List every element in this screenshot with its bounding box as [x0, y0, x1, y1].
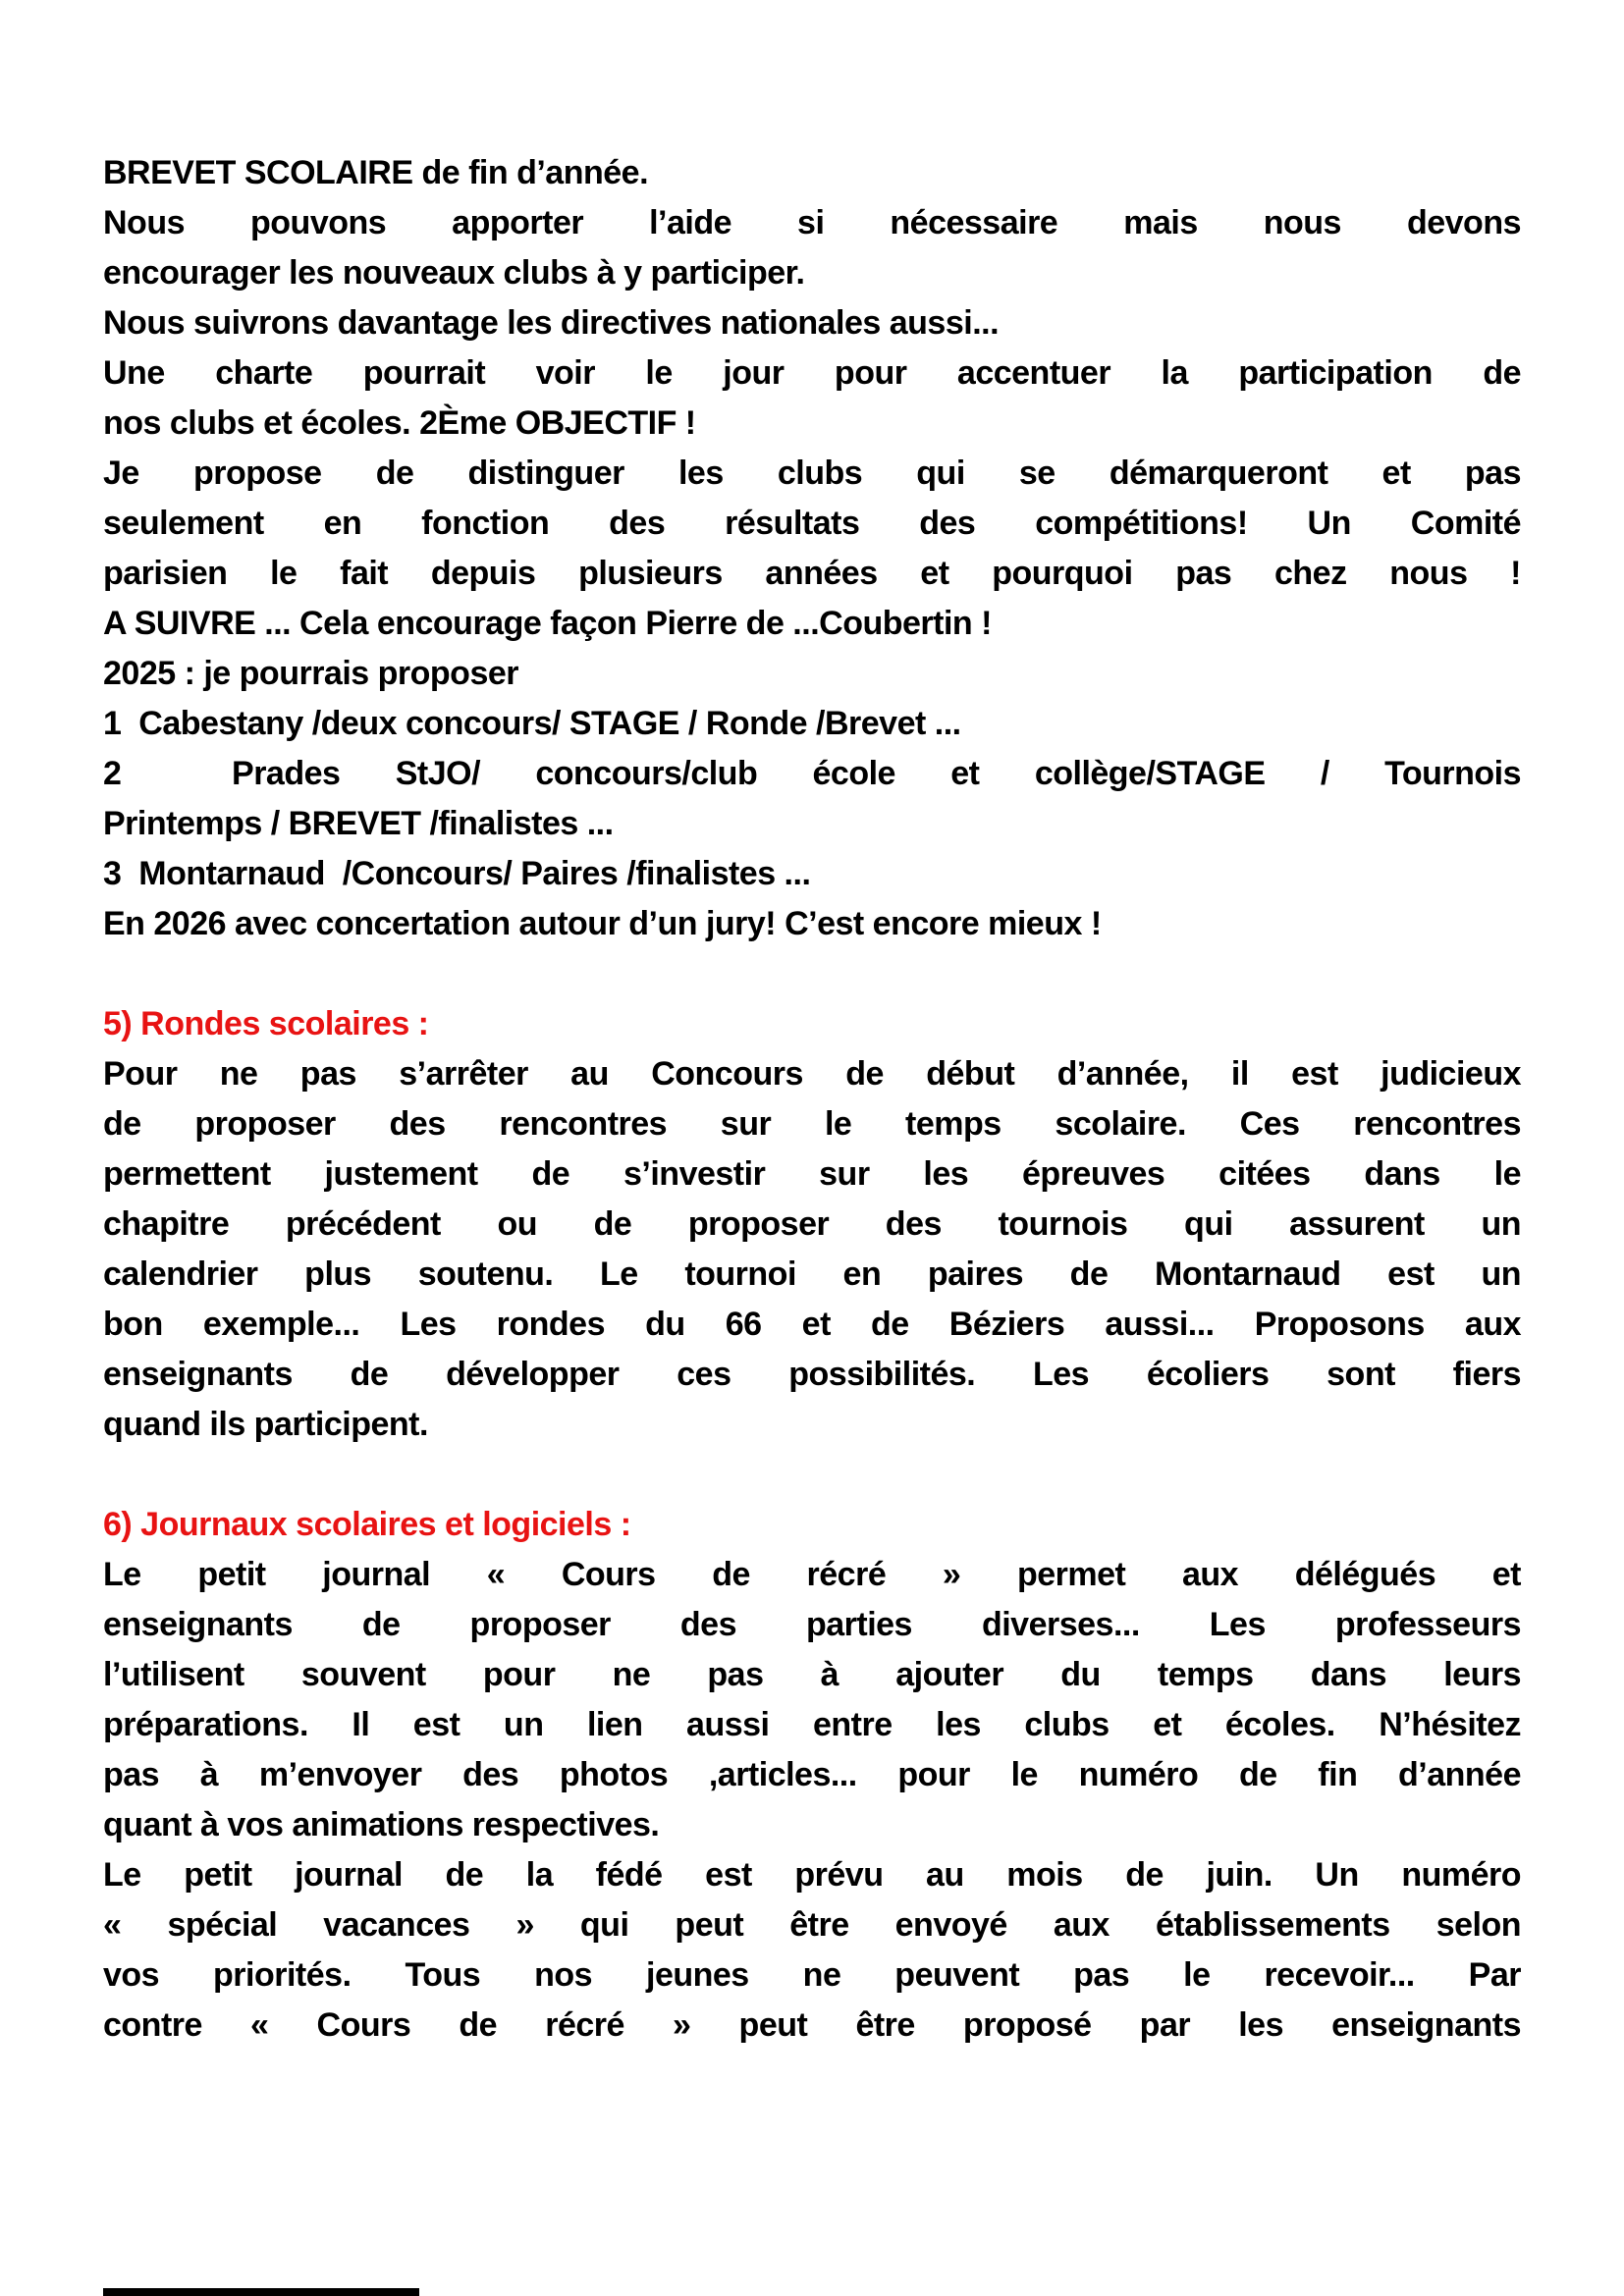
- paragraph-line: 2 Prades StJO/ concours/club école et collège/STAGE / Tournois: [103, 755, 1521, 792]
- paragraph-line: enseignants de développer ces possibilités. Les écoliers sont fiers: [103, 1356, 1521, 1393]
- paragraph-line: Pour ne pas s’arrêter au Concours de début d’année, il est judicieux: [103, 1055, 1521, 1093]
- paragraph-spacer: [103, 1450, 1521, 1500]
- paragraph-line: permettent justement de s’investir sur les épreuves citées dans le: [103, 1155, 1521, 1193]
- section-heading: 6) Journaux scolaires et logiciels :: [103, 1506, 631, 1543]
- paragraph-line: préparations. Il est un lien aussi entre les clubs et écoles. N’hésitez: [103, 1706, 1521, 1743]
- paragraph-line: BREVET SCOLAIRE de fin d’année.: [103, 154, 649, 191]
- paragraph-line: chapitre précédent ou de proposer des tournois qui assurent un: [103, 1205, 1521, 1243]
- paragraph-line: quant à vos animations respectives.: [103, 1806, 660, 1843]
- clipped-text-line: [103, 2288, 419, 2296]
- document-body: [103, 148, 1521, 2051]
- paragraph-line: de proposer des rencontres sur le temps scolaire. Ces rencontres: [103, 1105, 1521, 1143]
- paragraph-line: calendrier plus soutenu. Le tournoi en paires de Montarnaud est un: [103, 1255, 1521, 1293]
- paragraph-line: Le petit journal « Cours de récré » permet aux délégués et: [103, 1556, 1521, 1593]
- paragraph-line: parisien le fait depuis plusieurs années et pourquoi pas chez nous !: [103, 555, 1521, 592]
- paragraph-line: 3 Montarnaud /Concours/ Paires /finalistes ...: [103, 855, 811, 892]
- paragraph-line: En 2026 avec concertation autour d’un jury! C’est encore mieux !: [103, 905, 1102, 942]
- paragraph-line: Printemps / BREVET /finalistes ...: [103, 805, 614, 842]
- paragraph-line: Une charte pourrait voir le jour pour accentuer la participation de: [103, 354, 1521, 392]
- paragraph-line: Je propose de distinguer les clubs qui se démarqueront et pas: [103, 454, 1521, 492]
- section-heading: 5) Rondes scolaires :: [103, 1005, 429, 1042]
- paragraph-line: enseignants de proposer des parties diverses... Les professeurs: [103, 1606, 1521, 1643]
- paragraph-line: contre « Cours de récré » peut être proposé par les enseignants: [103, 2006, 1521, 2044]
- paragraph-line: Le petit journal de la fédé est prévu au mois de juin. Un numéro: [103, 1856, 1521, 1894]
- paragraph-line: A SUIVRE ... Cela encourage façon Pierre de ...Coubertin !: [103, 605, 992, 642]
- paragraph-line: pas à m’envoyer des photos ,articles... pour le numéro de fin d’année: [103, 1756, 1521, 1793]
- paragraph-line: « spécial vacances » qui peut être envoyé aux établissements selon: [103, 1906, 1521, 1944]
- paragraph-spacer: [103, 949, 1521, 999]
- paragraph-line: 1 Cabestany /deux concours/ STAGE / Ronde /Brevet ...: [103, 705, 961, 742]
- paragraph-line: Nous pouvons apporter l’aide si nécessaire mais nous devons: [103, 204, 1521, 241]
- paragraph-line: Nous suivrons davantage les directives nationales aussi...: [103, 304, 1000, 342]
- paragraph-line: encourager les nouveaux clubs à y participer.: [103, 254, 805, 292]
- paragraph-line: bon exemple... Les rondes du 66 et de Béziers aussi... Proposons aux: [103, 1306, 1521, 1343]
- paragraph-line: nos clubs et écoles. 2Ème OBJECTIF !: [103, 404, 696, 442]
- paragraph-line: quand ils participent.: [103, 1406, 428, 1443]
- paragraph-line: 2025 : je pourrais proposer: [103, 655, 518, 692]
- paragraph-line: vos priorités. Tous nos jeunes ne peuvent pas le recevoir... Par: [103, 1956, 1521, 1994]
- paragraph-line: seulement en fonction des résultats des compétitions! Un Comité: [103, 505, 1521, 542]
- paragraph-line: l’utilisent souvent pour ne pas à ajouter du temps dans leurs: [103, 1656, 1521, 1693]
